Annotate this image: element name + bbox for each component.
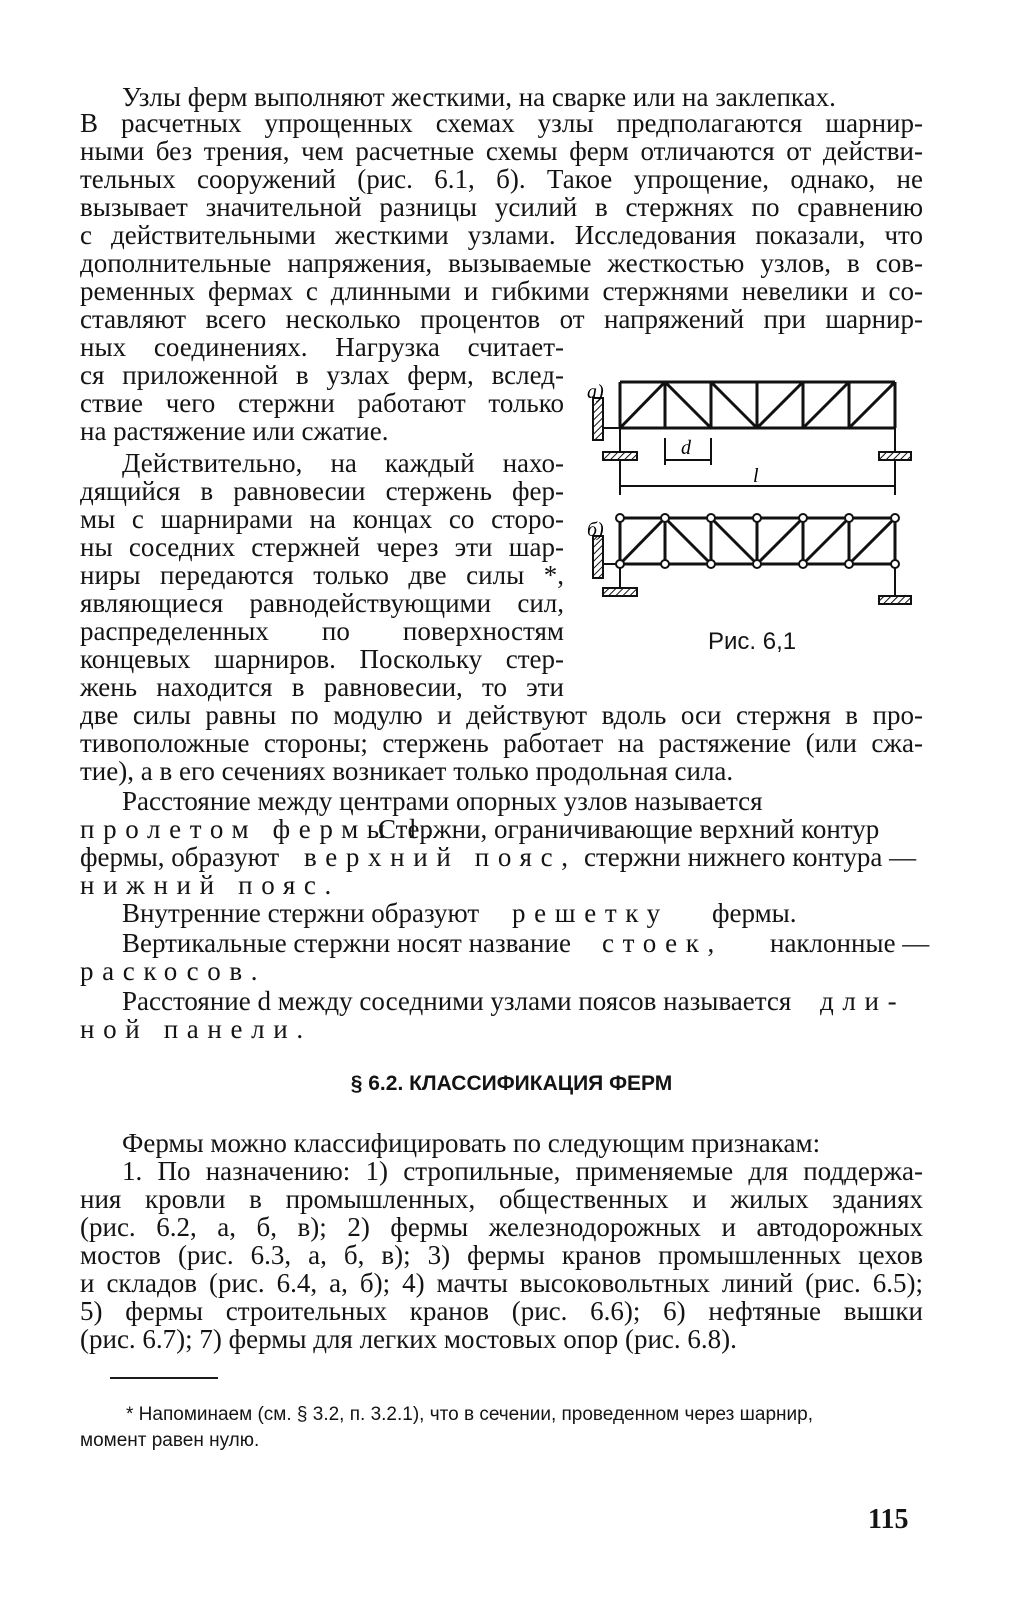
text-line: (рис. 6.2, а, б, в); 2) фермы железнодорожных и автодорожных: [80, 1212, 923, 1242]
text-line: ными без трения, чем расчетные схемы ферм отличаются от действи-: [80, 136, 923, 166]
text-line: две силы равны по модулю и действуют вдоль оси стержня в про-: [80, 700, 923, 730]
text-line: Фермы можно классифицировать по следующим признакам:: [122, 1128, 821, 1158]
term-span: верхний пояс,: [304, 842, 577, 872]
term-span: дли-: [820, 986, 906, 1016]
text-line: и складов (рис. 6.4, а, б); 4) мачты высоковольтных линий (рис. 6.5);: [80, 1268, 923, 1298]
text-line: тие), а в его сечениях возникает только продольная сила.: [80, 756, 734, 786]
footnote-line: момент равен нулю.: [80, 1430, 260, 1451]
term-span: раскосов.: [80, 956, 267, 986]
text-line: В расчетных упрощенных схемах узлы предполагаются шарнир-: [80, 108, 923, 138]
text-line: являющиеся равнодействующими сил,: [80, 588, 564, 618]
text-line: фермы, образуют: [80, 842, 280, 872]
text-line: Действительно, на каждый нахо-: [122, 448, 564, 478]
text-line: дящийся в равновесии стержень фер-: [80, 476, 564, 506]
text-line: концевых шарниров. Поскольку стер-: [80, 644, 564, 674]
truss-a: [620, 382, 895, 428]
text-line: дополнительные напряжения, вызываемые жесткостью узлов, в сов-: [80, 248, 923, 278]
text-line: ся приложенной в узлах ферм, вслед-: [80, 360, 564, 390]
text-line: ниры передаются только две силы *,: [80, 560, 564, 590]
text-line: фермы.: [712, 898, 797, 928]
text-line: Внутренние стержни образуют: [122, 898, 480, 928]
text-line: ных соединениях. Нагрузка считает-: [80, 332, 564, 362]
text-line: 1. По назначению: 1) стропильные, применяемые для поддержа-: [122, 1156, 923, 1186]
page-number: 115: [868, 1504, 909, 1535]
text-line: мы с шарнирами на концах со сторо-: [80, 504, 564, 534]
text-line: ременных фермах с длинными и гибкими стержнями невелики и со-: [80, 276, 923, 306]
text-line: Стержни, ограничивающие верхний контур: [378, 814, 880, 844]
truss-figure: [575, 360, 935, 650]
section-heading: § 6.2. КЛАССИФИКАЦИЯ ФЕРМ: [350, 1072, 673, 1095]
label-l: l: [753, 465, 759, 487]
text-line: мостов (рис. 6.3, а, б, в); 3) фермы кранов промышленных цехов: [80, 1240, 923, 1270]
footnote-line: * Напоминаем (см. § 3.2, п. 3.2.1), что в сечении, проведенном через шарнир,: [126, 1404, 813, 1425]
text-line: Расстояние d между соседними узлами поясов называется: [122, 986, 792, 1016]
term-span: ной панели.: [80, 1014, 312, 1044]
truss-b: [620, 518, 895, 564]
text-line: стержни нижнего контура —: [584, 842, 917, 872]
text-line: тивоположные стороны; стержень работает на растяжение (или сжа-: [80, 728, 923, 758]
text-line: ствие чего стержни работают только: [80, 388, 564, 418]
term-span: нижний пояс.: [80, 870, 340, 900]
text-line: наклонные —: [770, 928, 930, 958]
figure-caption: Рис. 6,1: [708, 628, 797, 655]
term-span: решетку: [512, 898, 669, 928]
text-line: ния кровли в промышленных, общественных и жилых зданиях: [80, 1184, 923, 1214]
text-line: ны соседних стержней через эти шар-: [80, 532, 564, 562]
text-line: (рис. 6.7); 7) фермы для легких мостовых опор (рис. 6.8).: [80, 1324, 737, 1354]
figure-label-b: б): [587, 519, 604, 541]
text-line: тельных сооружений (рис. 6.1, б). Такое упрощение, однако, не: [80, 164, 923, 194]
support-icon: [593, 536, 911, 604]
text-line: Узлы ферм выполняют жесткими, на сварке или на заклепках.: [122, 82, 836, 112]
text-line: с действительными жесткими узлами. Исследования показали, что: [80, 220, 923, 250]
text-line: жень находится в равновесии, то эти: [80, 672, 564, 702]
text-line: распределенных по поверхностям: [80, 616, 564, 646]
footnote-rule: [110, 1377, 218, 1379]
text-line: вызывает значительной разницы усилий в стержнях по сравнению: [80, 192, 923, 222]
text-line: 5) фермы строительных кранов (рис. 6.6); 6) нефтяные вышки: [80, 1296, 923, 1326]
term-span: пролетом фермы l.: [80, 814, 441, 844]
text-line: на растяжение или сжатие.: [80, 416, 389, 446]
text-line: Вертикальные стержни носят название: [122, 928, 571, 958]
figure-label-a: а): [587, 381, 604, 403]
label-d: d: [681, 437, 691, 459]
text-line: Расстояние между центрами опорных узлов называется: [122, 786, 763, 816]
term-span: стоек,: [602, 928, 723, 958]
text-line: ставляют всего несколько процентов от напряжений при шарнир-: [80, 304, 923, 334]
